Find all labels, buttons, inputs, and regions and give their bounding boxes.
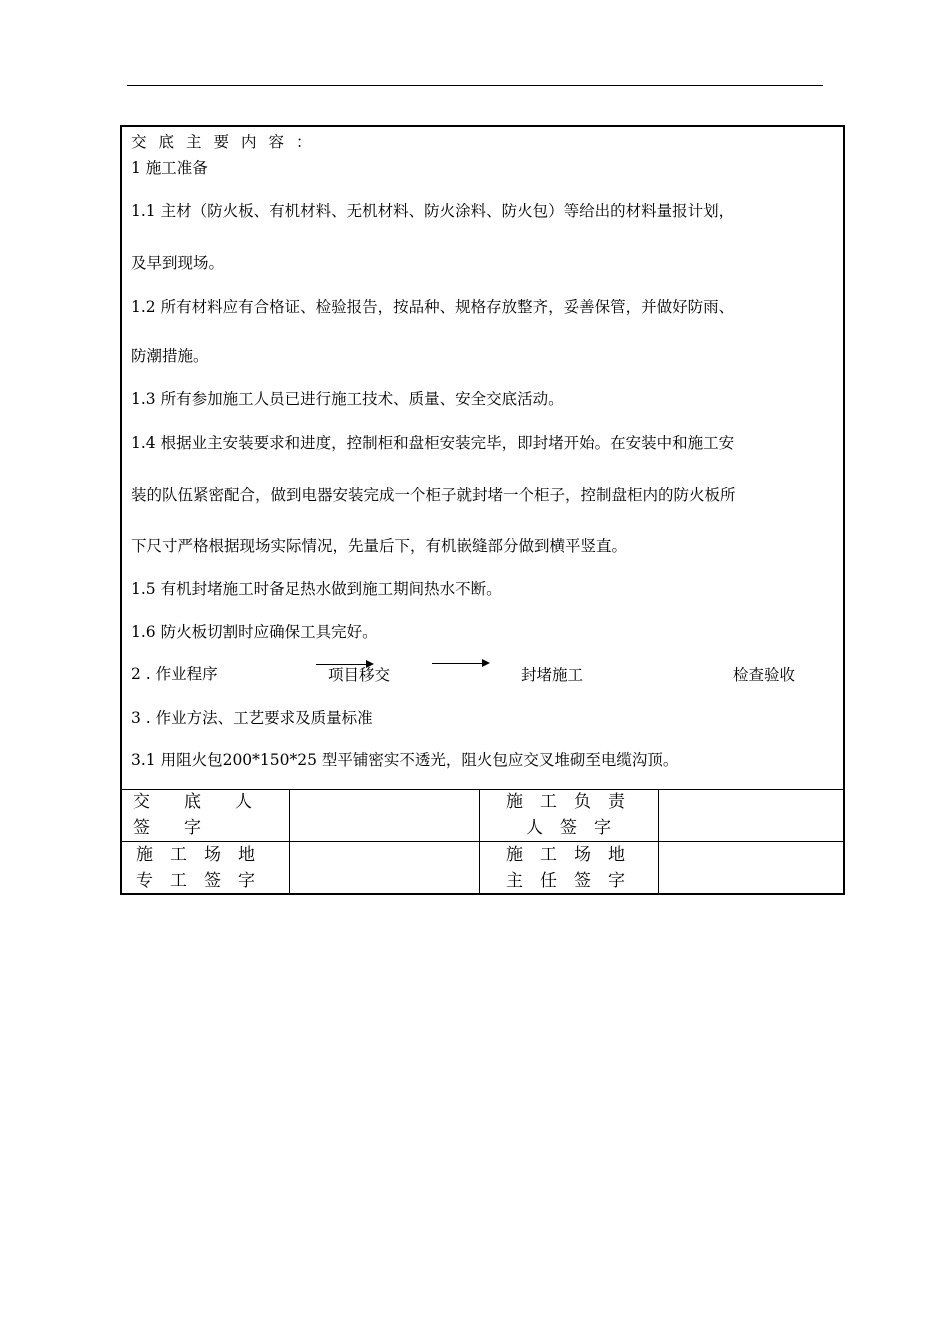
discloser-label-line-1: 交 底 人 <box>133 792 252 812</box>
content-heading: 交底主要内容： <box>131 133 324 151</box>
site-director-signature-field[interactable] <box>659 842 843 894</box>
procedure-step-3: 检查验收 <box>733 666 796 684</box>
item-1-6: 1.6 防火板切割时应确保工具完好。 <box>131 623 378 641</box>
item-1-4-line-3: 下尺寸严格根据现场实际情况，先量后下，有机嵌缝部分做到横平竖直。 <box>131 537 628 555</box>
item-1-1-line-2: 及早到现场。 <box>131 254 225 272</box>
item-1-5: 1.5 有机封堵施工时备足热水做到施工期间热水不断。 <box>131 580 502 598</box>
construction-head-label-line-1: 施 工 负 责 <box>506 792 625 812</box>
content-cell <box>122 127 843 790</box>
table-divider-1 <box>289 789 290 893</box>
item-1-4-line-1: 1.4 根据业主安装要求和进度，控制柜和盘柜安装完毕，即封堵开始。在安装中和施工安 <box>131 434 735 452</box>
procedure-label: 2 . 作业程序 <box>131 665 218 683</box>
disclosure-table <box>120 125 845 895</box>
section-3-title: 3 . 作业方法、工艺要求及质量标准 <box>131 709 373 727</box>
table-divider-2 <box>479 789 480 893</box>
construction-head-label-line-2: 人 签 字 <box>526 818 611 838</box>
site-engineer-signature-field[interactable] <box>290 842 479 894</box>
site-engineer-label-line-1: 施 工 场 地 <box>136 845 255 865</box>
item-1-4-line-2: 装的队伍紧密配合，做到电器安装完成一个柜子就封堵一个柜子，控制盘柜内的防火板所 <box>131 486 736 504</box>
flow-arrow-2 <box>432 663 488 664</box>
item-3-1: 3.1 用阻火包200*150*25 型平铺密实不透光，阻火包应交叉堆砌至电缆沟顶。 <box>131 751 679 769</box>
site-director-label-line-1: 施 工 场 地 <box>506 845 625 865</box>
construction-head-signature-field[interactable] <box>659 789 843 841</box>
discloser-label-line-2: 签 字 <box>133 818 201 838</box>
table-divider-3 <box>658 789 659 893</box>
item-1-2-line-1: 1.2 所有材料应有合格证、检验报告，按品种、规格存放整齐，妥善保管，并做好防雨、 <box>131 298 735 316</box>
site-director-label-line-2: 主 任 签 字 <box>506 871 625 891</box>
signature-row-2 <box>122 842 843 894</box>
site-engineer-label-line-2: 专 工 签 字 <box>136 871 255 891</box>
section-1-title: 1 施工准备 <box>131 159 208 177</box>
item-1-2-line-2: 防潮措施。 <box>131 347 209 365</box>
item-1-1-line-1: 1.1 主材（防火板、有机材料、无机材料、防火涂料、防火包）等给出的材料量报计划， <box>131 202 735 220</box>
signature-row-1 <box>122 789 843 842</box>
discloser-signature-field[interactable] <box>290 789 479 841</box>
procedure-step-1: 项目移交 <box>328 666 391 684</box>
procedure-step-2: 封堵施工 <box>521 666 584 684</box>
item-1-3: 1.3 所有参加施工人员已进行施工技术、质量、安全交底活动。 <box>131 390 564 408</box>
header-rule <box>127 85 823 86</box>
